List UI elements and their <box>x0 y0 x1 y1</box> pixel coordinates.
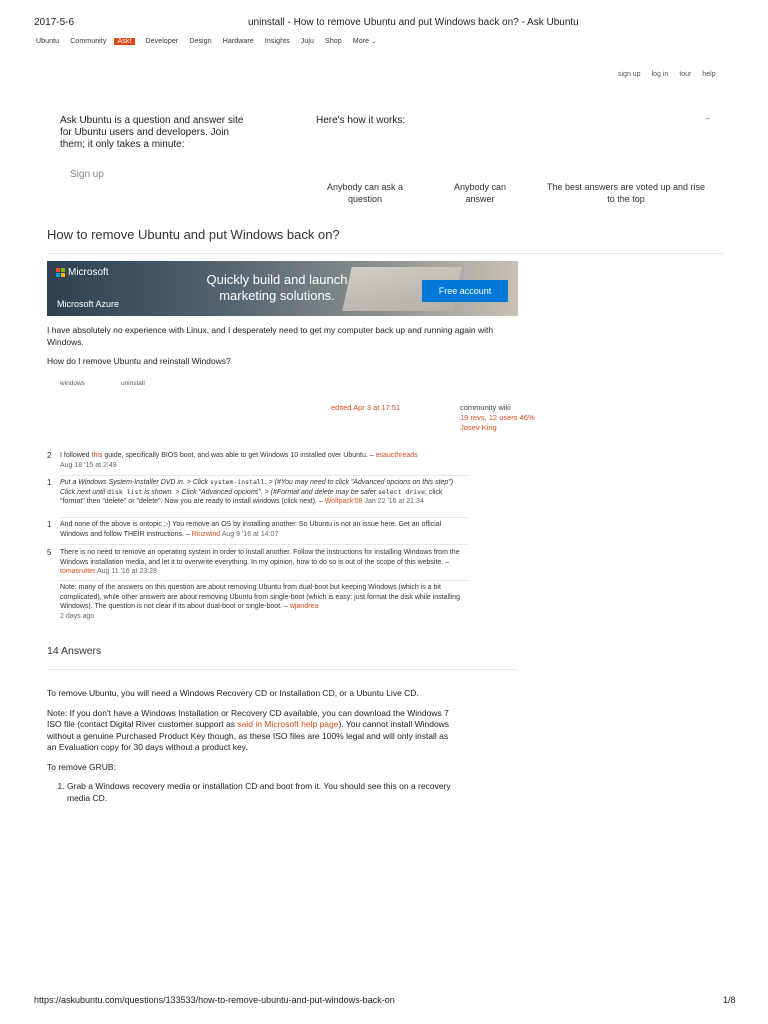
owner-name-link[interactable]: Josev King <box>460 423 497 432</box>
nav-item-juju[interactable]: Juju <box>300 38 315 45</box>
print-date: 2017-5-6 <box>34 17 75 28</box>
hero-sign-up-button[interactable]: Sign up <box>70 169 104 180</box>
tag-windows[interactable]: windows <box>60 380 85 387</box>
comment-score: 1 <box>47 520 52 529</box>
community-wiki-label: community wiki <box>460 403 511 412</box>
free-account-button[interactable]: Free account <box>422 280 508 302</box>
hero-how-it-works-heading: Here's how it works: <box>316 115 406 126</box>
question-paragraph: I have absolutely no experience with Linux, and I desperately need to get my computer back up and running again with Windows. <box>47 325 494 347</box>
microsoft-logo-icon <box>56 268 65 277</box>
comment-score: 1 <box>47 478 52 487</box>
nav-item-design[interactable]: Design <box>189 38 212 45</box>
hero-step-vote: The best answers are voted up and rise to the top <box>546 182 706 204</box>
print-page-title: uninstall - How to remove Ubuntu and put Windows back on? - Ask Ubuntu <box>248 17 579 28</box>
ad-brand: Microsoft Azure <box>57 299 120 309</box>
this-guide-link[interactable]: this <box>91 452 103 459</box>
answer-paragraph: To remove GRUB: <box>47 761 116 772</box>
hero-dismiss-icon[interactable]: – <box>705 113 711 123</box>
comment-divider <box>60 517 468 518</box>
comment-time: Aug 9 '16 at 14:07 <box>221 530 279 538</box>
microsoft-logo <box>56 267 109 278</box>
answer-steps-list <box>47 781 457 804</box>
tour-link[interactable]: tour <box>679 71 692 78</box>
comment-score: 2 <box>47 451 52 460</box>
top-navigation <box>36 38 387 45</box>
question-title[interactable]: How to remove Ubuntu and put Windows back on? <box>47 227 340 242</box>
microsoft-logo-text: Microsoft <box>68 267 109 278</box>
nav-item-ask[interactable]: Ask! <box>114 38 134 45</box>
account-links <box>618 71 727 78</box>
title-divider <box>47 253 723 254</box>
comment-text: I followed this guide, specifically BIOS boot, and was able to get Windows 10 installed over Ubuntu. – esaucthreads Aug 18 '15 at 2:49 <box>60 452 418 469</box>
comment-time: Jan 22 '16 at 21:34 <box>364 498 424 506</box>
nav-item-more[interactable] <box>353 38 377 45</box>
post-owner-info <box>460 403 535 433</box>
question-paragraph: How do I remove Ubuntu and reinstall Windows? <box>47 356 231 366</box>
comment-divider <box>60 544 468 545</box>
hero-description: Ask Ubuntu is a question and answer site for Ubuntu users and developers. Join them; it only takes a minute: <box>60 115 244 150</box>
chevron-down-icon: ⌄ <box>371 39 377 45</box>
answers-count-heading: 14 Answers <box>47 645 102 657</box>
comment-time: 2 days ago <box>60 612 95 620</box>
nav-item-more-label: More <box>352 38 370 45</box>
comment-divider <box>60 475 468 476</box>
log-in-link[interactable]: log in <box>651 71 669 78</box>
nav-item-developer[interactable]: Developer <box>145 38 179 45</box>
comment-user-link[interactable]: wjandrea <box>289 603 319 611</box>
comment-divider <box>60 580 468 581</box>
nav-item-community[interactable]: Community <box>70 38 107 45</box>
comment-text: There is no need to remove an operating system in order to install another. Follow the instructions for installing Windows from the Windows installation media, and let it to overwrite everything. In my opinion, how to do so is out of the scope of this website. – tomasrutter Aug 11 '16 at 23:28 <box>60 549 460 576</box>
comment-user-link[interactable]: Wolfpack'08 <box>324 498 363 506</box>
nav-item-shop[interactable]: Shop <box>325 38 342 45</box>
hero-step-answer: Anybody can answer <box>453 182 507 204</box>
answer-paragraph: Note: If you don't have a Windows Installation or Recovery CD available, you can download the Windows 7 ISO file (contact Digital River customer support as said in Microsoft help page). You cannot install Windows without a genuine Purchased Product Key though, as these ISO files are 100% legal and will only install as an Evaluation copy for 30 days without a product key. <box>47 707 450 752</box>
comment-time: Aug 18 '15 at 2:49 <box>60 461 117 469</box>
hero-step-ask: Anybody can ask a question <box>326 182 404 204</box>
comment-user-link[interactable]: esaucthreads <box>375 452 418 459</box>
comment-text: Put a Windows System-Installer DVD in. > Click system-install. > (#You may need to click "Advanced opcions on this step") Click next until disk list is shown. > Click "Advanced opcions". > (#Format and delete may be safer select drive; click "format" then "delete" or "delete". Now you are ready to install windows (click next). – Wolfpack'08 Jan 22 '16 at 21:34 <box>60 478 454 506</box>
comment <box>47 478 467 518</box>
print-url: https://askubuntu.com/questions/133533/how-to-remove-ubuntu-and-put-windows-back-on <box>34 995 395 1005</box>
list-item: 1. Grab a Windows recovery media or installation CD and boot from it. You should see this on a recovery media CD. <box>67 781 457 804</box>
question-tags <box>60 380 181 387</box>
comment-time: Aug 11 '16 at 23:28 <box>96 568 157 576</box>
comment-user-link[interactable]: Rinzwind <box>191 530 221 538</box>
comment-text: And none of the above is ontopic ;-) You remove an OS by installing another. So Ubuntu is not an issue here. Get an official Windows and follow THEIR instructions. – Rinzwind Aug 9 '16 at 14:07 <box>60 521 442 538</box>
sign-up-link[interactable]: sign up <box>618 71 641 78</box>
question-body <box>47 325 527 376</box>
nav-item-hardware[interactable]: Hardware <box>222 38 254 45</box>
comment <box>47 520 467 542</box>
comment <box>47 451 467 473</box>
answers-divider <box>47 669 518 670</box>
help-link[interactable]: help <box>702 71 716 78</box>
nav-item-ubuntu[interactable]: Ubuntu <box>36 38 60 45</box>
comment-score: 5 <box>47 548 52 557</box>
tag-uninstall[interactable]: uninstall <box>120 380 145 387</box>
comment-text: Note: many of the answers on this question are about removing Ubuntu from dual-boot but keeping Windows (which is a bit complicated), while other answers are about removing Ubuntu from single-boot (which is easy: just format the disk while installing Windows). The question is not clear if its about dual-boot or single-boot. – wjandrea 2 days ago <box>60 584 460 620</box>
ad-tagline: Quickly build and launch marketing solutions. <box>206 272 348 303</box>
microsoft-help-link[interactable]: said in Microsoft help page <box>237 719 339 729</box>
print-page-number: 1/8 <box>723 995 736 1005</box>
answer-body <box>47 688 457 804</box>
nav-item-insights[interactable]: Insights <box>264 38 290 45</box>
revisions-link[interactable]: 19 revs, 12 users 46% <box>460 413 535 422</box>
comment <box>47 548 467 578</box>
comment <box>47 583 467 623</box>
advertisement-banner[interactable] <box>47 261 518 316</box>
answer-paragraph: To remove Ubuntu, you will need a Windows Recovery CD or Installation CD, or a Ubuntu Live CD. <box>47 688 419 698</box>
comment-user-link[interactable]: tomasrutter <box>60 568 96 576</box>
edited-link[interactable]: edited Apr 3 at 17:51 <box>331 403 401 412</box>
